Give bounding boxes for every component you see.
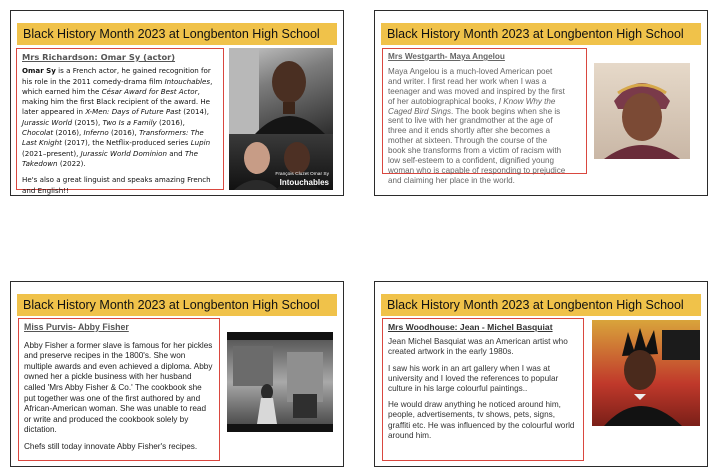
slide-title: Black History Month 2023 at Longbenton High School xyxy=(381,294,701,316)
slide-heading: Mrs Richardson: Omar Sy (actor) xyxy=(22,52,176,62)
text-run: The Takedown xyxy=(22,148,199,168)
intouchables-poster xyxy=(229,134,333,190)
text-run: Lupin xyxy=(190,138,211,148)
book-title: I Know Why the Caged Bird Sings xyxy=(388,96,556,116)
text-run: is a French actor, he gained recognition for his role in the 2011 comedy-drama film xyxy=(22,66,211,86)
slide-basquiat xyxy=(374,281,708,467)
paragraph-3: He would draw anything he noticed around him, people, advertisements, tv shows, pets, signs, graffiti etc. He was influenced by the colourful world around him. xyxy=(388,400,575,440)
text-run: (2016), xyxy=(108,128,140,138)
text-run: (2015), xyxy=(72,117,103,127)
slide-title: Black History Month 2023 at Longbenton High School xyxy=(17,23,337,45)
omar-sy-portrait-photo xyxy=(229,48,333,134)
text-run: (2021–present), xyxy=(22,148,81,158)
text-run: X-Men: Days of Future Past xyxy=(85,107,181,117)
poster-caption xyxy=(275,172,329,187)
slide-maya-angelou xyxy=(374,10,708,196)
text-run: (2022). xyxy=(57,158,86,168)
slide-abby-fisher xyxy=(10,281,344,467)
text-box xyxy=(382,48,587,185)
text-run: Intouchables xyxy=(164,76,211,86)
slide-heading: Mrs Westgarth- Maya Angelou xyxy=(388,52,505,61)
text-run: Jurassic World xyxy=(22,117,73,127)
text-run: Omar Sy xyxy=(22,66,56,76)
paragraph-2: Chefs still today innovate Abby Fisher's recipes. xyxy=(24,441,198,451)
paragraph-1: Abby Fisher a former slave is famous for her pickles and preserve recipes in the 1800's. She won multiple awards and even achieved a diploma. Abby owned her a pickle business with her husband called 'Mrs Abby Fisher & Co.' The cookbook she put together was one of the first authored by and African-American woman. She was unable to read or write and produced the cookbook solely by dictation. xyxy=(24,340,213,435)
poster-caption-names: François Cluzet Omar Sy xyxy=(275,172,329,177)
text-run: Inferno xyxy=(83,128,109,138)
poster-caption-title: Intouchables xyxy=(279,178,329,187)
slide-heading: Mrs Woodhouse: Jean - Michel Basquiat xyxy=(388,322,553,332)
slide-title: Black History Month 2023 at Longbenton High School xyxy=(381,23,701,45)
paragraph-2: He's also a great linguist and speaks amazing French and English!! xyxy=(22,175,211,195)
paragraph-1 xyxy=(388,67,566,186)
text-part: . The book begins when she is sent to live with her grandmother at the age of three and it ends shortly after she becomes a mother at sixteen. Through the course of the book she transforms from a victim of racism with low self-esteem to a confident, dignified young woman who is capable of responding to prejudice and claiming her place in the world. xyxy=(388,106,566,185)
paragraph-2: I saw his work in an art gallery when I was at university and I loved the references to popular culture in his large colourful paintings.. xyxy=(388,363,559,394)
historic-kitchen-photo xyxy=(227,332,333,432)
text-run: Chocolat xyxy=(22,128,54,138)
text-run: (2014), xyxy=(180,107,210,117)
maya-angelou-photo xyxy=(594,63,690,159)
text-run: , making him the first Black recipient of the award. He later appeared in xyxy=(22,86,211,117)
text-run: Two Is a Family xyxy=(102,117,157,127)
text-run: Jurassic World Dominion xyxy=(80,148,167,158)
text-box xyxy=(16,48,224,195)
text-box xyxy=(18,318,220,461)
text-run: and xyxy=(166,148,185,158)
slide-title: Black History Month 2023 at Longbenton High School xyxy=(17,294,337,316)
paragraph-1 xyxy=(22,66,218,169)
text-run: César Award for Best Actor xyxy=(101,86,198,96)
text-box xyxy=(382,318,584,461)
text-run: (2017), the Netflix-produced series xyxy=(61,138,191,148)
text-run: , which earned him the xyxy=(22,76,213,96)
paragraph-1: Jean Michel Basquiat was an American artist who created artwork in the early 1980s. xyxy=(388,337,568,357)
slide-omar-sy xyxy=(10,10,344,196)
slide-heading: Miss Purvis- Abby Fisher xyxy=(24,322,129,332)
text-run: (2016), xyxy=(53,128,84,138)
text-part: Maya Angelou is a much-loved American poet and writer. I first read her work when I was a teenager and was moved and inspired by the first of her autobiographical books, xyxy=(388,66,565,106)
basquiat-photo xyxy=(592,320,700,426)
text-run: Transformers: The Last Knight xyxy=(22,128,204,148)
text-run: (2016), xyxy=(156,117,185,127)
